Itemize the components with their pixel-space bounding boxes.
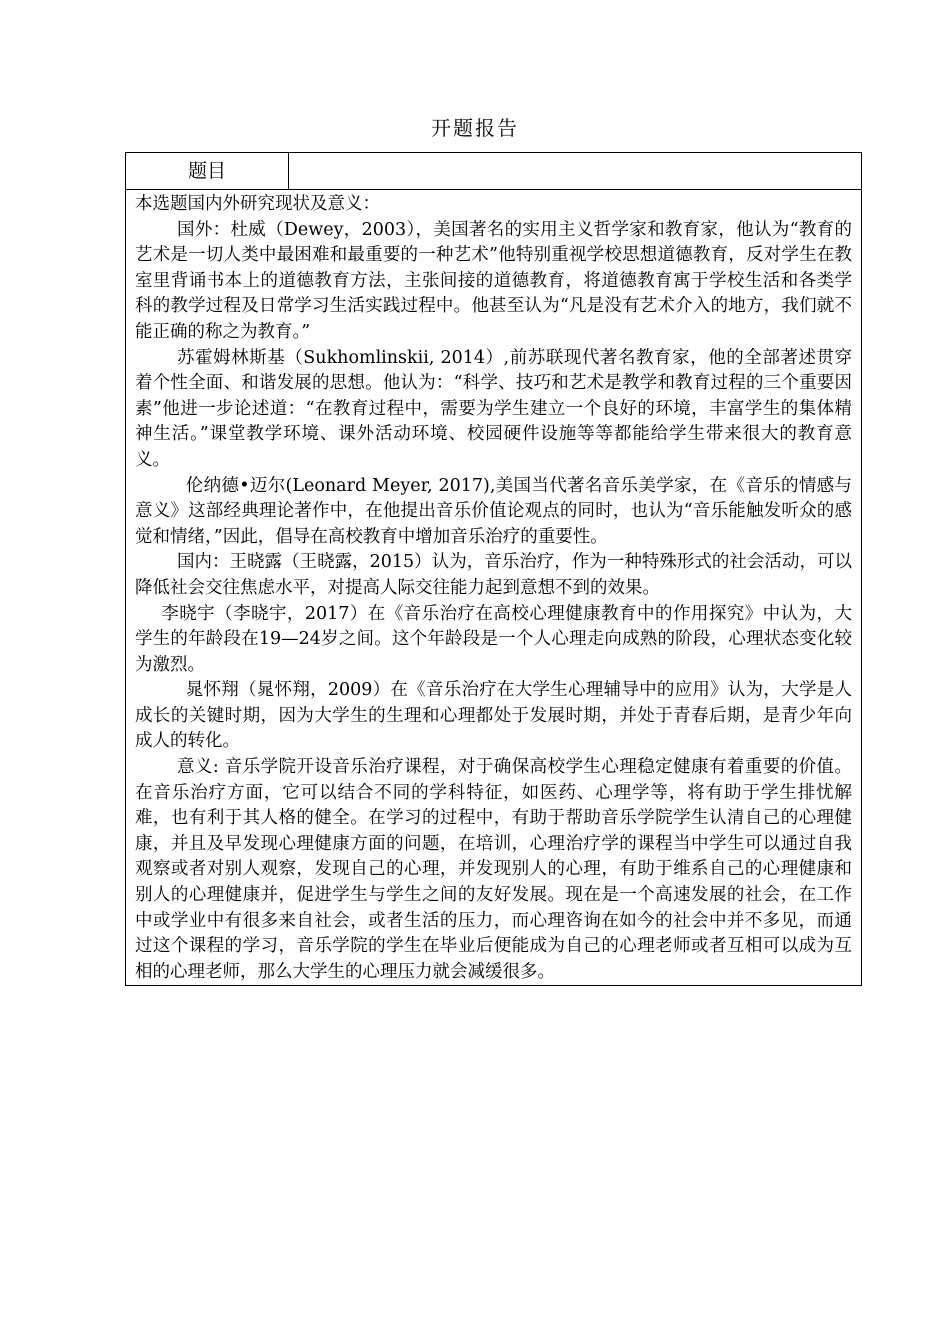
paragraph-chao-huaixiang: 晁怀翔（晁怀翔，2009）在《音乐治疗在大学生心理辅导中的应用》认为，大学是人成长的关键时期，因为大学生的生理和心理都处于发展时期，并处于青春后期，是青少年向成人的转化。 bbox=[135, 680, 852, 752]
section-heading: 本选题国内外研究现状及意义： bbox=[135, 194, 380, 214]
topic-row bbox=[126, 153, 861, 190]
topic-label: 题目 bbox=[126, 153, 289, 189]
report-table bbox=[125, 152, 862, 986]
document-title: 开题报告 bbox=[431, 116, 519, 140]
paragraph-sukhomlinskii: 苏霍姆林斯基（Sukhomlinskii, 2014）,前苏联现代著名教育家，他的全部著述贯穿着个性全面、和谐发展的思想。他认为：“科学、技巧和艺术是教学和教育过程的三个重要因素”他进一步论述道：“在教育过程中，需要为学生建立一个良好的环境，丰富学生的集体精神生活。”课堂教学环境、课外活动环境、校园硬件设施等等都能给学生带来很大的教育意义。 bbox=[135, 347, 852, 470]
paragraph-wang-xiaolu: 国内：王晓露（王晓露，2015）认为，音乐治疗，作为一种特殊形式的社会活动，可以降低社会交往焦虑水平，对提高人际交往能力起到意想不到的效果。 bbox=[135, 552, 852, 598]
topic-value-cell[interactable] bbox=[289, 153, 861, 189]
research-status-cell bbox=[126, 190, 861, 985]
paragraph-li-xiaoyu: 李晓宇（李晓宇，2017）在《音乐治疗在高校心理健康教育中的作用探究》中认为，大学生的年龄段在19—24岁之间。这个年龄段是一个人心理走向成熟的阶段，心理状态变化较为激烈。 bbox=[135, 603, 852, 675]
paragraph-meyer: 伦纳德•迈尔(Leonard Meyer, 2017),美国当代著名音乐美学家，在《音乐的情感与意义》这部经典理论著作中，在他提出音乐价值论观点的同时，也认为“音乐能触发听众的感觉和情绪，”因此，倡导在高校教育中增加音乐治疗的重要性。 bbox=[135, 475, 852, 547]
paragraph-significance: 意义: 音乐学院开设音乐治疗课程，对于确保高校学生心理稳定健康有着重要的价值。在音乐治疗方面，它可以结合不同的学科特征，如医药、心理学等，将有助于学生排忧解难，也有利于其人格的健全。在学习的过程中，有助于帮助音乐学院学生认清自己的心理健康，并且及早发现心理健康方面的问题，在培训，心理治疗学的课程当中学生可以通过自我观察或者对别人观察，发现自己的心理，并发现别人的心理，有助于维系自己的心理健康和别人的心理健康并，促进学生与学生之间的友好发展。现在是一个高速发展的社会，在工作中或学业中有很多来自社会，或者生活的压力，而心理咨询在如今的社会中并不多见，而通过这个课程的学习，音乐学院的学生在毕业后便能成为自己的心理老师或者互相可以成为互相的心理老师，那么大学生的心理压力就会减缓很多。 bbox=[135, 757, 852, 982]
paragraph-dewey: 国外：杜威（Dewey，2003），美国著名的实用主义哲学家和教育家，他认为“教育的艺术是一切人类中最困难和最重要的一种艺术”他特别重视学校思想道德教育，反对学生在教室里背诵书本上的道德教育方法，主张间接的道德教育，将道德教育寓于学校生活和各类学科的教学过程及日常学习生活实践过程中。他甚至认为“凡是没有艺术介入的地方，我们就不能正确的称之为教育。” bbox=[135, 219, 852, 342]
